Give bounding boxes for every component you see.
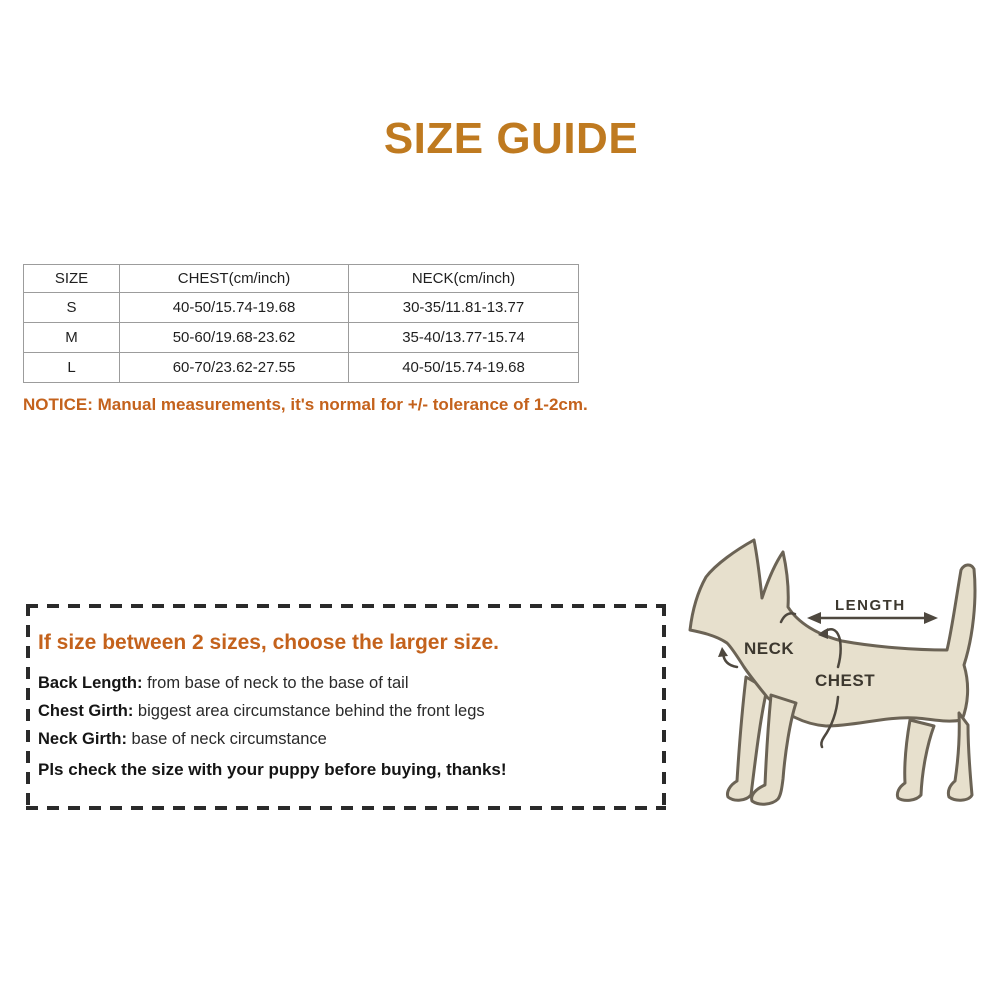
cell-neck-m: 35-40/13.77-15.74 bbox=[349, 323, 579, 353]
table-row bbox=[24, 323, 579, 353]
neck-arrowhead bbox=[718, 647, 728, 657]
dog-far-front-leg bbox=[727, 677, 767, 800]
dog-illustration bbox=[670, 515, 1000, 825]
tip-back-length-desc: from base of neck to the base of tail bbox=[142, 674, 409, 692]
tip-neck-girth-label: Neck Girth: bbox=[38, 730, 127, 748]
tip-back-length-label: Back Length: bbox=[38, 674, 143, 692]
notice-text: NOTICE: Manual measurements, it's normal for +/- tolerance of 1-2cm. bbox=[23, 395, 588, 414]
length-label: LENGTH bbox=[835, 597, 906, 614]
cell-chest-m: 50-60/19.68-23.62 bbox=[120, 323, 349, 353]
page-title: SIZE GUIDE bbox=[383, 114, 639, 163]
tip-chest-girth-desc: biggest area circumstance behind the front legs bbox=[133, 702, 485, 720]
neck-label: NECK bbox=[744, 639, 795, 658]
dog-body bbox=[690, 540, 975, 726]
tip-back-length bbox=[38, 674, 409, 693]
cell-size-s: S bbox=[24, 293, 120, 323]
tips-footer: Pls check the size with your puppy before buying, thanks! bbox=[38, 760, 507, 779]
cell-chest-s: 40-50/15.74-19.68 bbox=[120, 293, 349, 323]
tips-box bbox=[26, 604, 666, 810]
dog-rear-leg bbox=[948, 713, 972, 800]
tip-chest-girth-label: Chest Girth: bbox=[38, 702, 134, 720]
dashed-border-bottom bbox=[26, 806, 666, 810]
tip-neck-girth bbox=[38, 730, 327, 749]
tips-headline: If size between 2 sizes, choose the larger size. bbox=[38, 631, 500, 654]
length-arrowhead-right bbox=[924, 612, 938, 624]
table-header-neck: NECK(cm/inch) bbox=[349, 265, 579, 293]
dog-far-rear-leg bbox=[897, 720, 934, 800]
dashed-border-right bbox=[662, 604, 666, 810]
dog-measurement-diagram bbox=[670, 515, 1000, 825]
size-table bbox=[23, 264, 579, 383]
chest-label: CHEST bbox=[815, 671, 876, 690]
table-header-row bbox=[24, 265, 579, 293]
tip-neck-girth-desc: base of neck circumstance bbox=[126, 730, 327, 748]
table-row bbox=[24, 293, 579, 323]
length-arrowhead-left bbox=[807, 612, 821, 624]
dashed-border-left bbox=[26, 604, 30, 810]
cell-neck-s: 30-35/11.81-13.77 bbox=[349, 293, 579, 323]
cell-size-l: L bbox=[24, 353, 120, 383]
cell-chest-l: 60-70/23.62-27.55 bbox=[120, 353, 349, 383]
table-header-chest: CHEST(cm/inch) bbox=[120, 265, 349, 293]
cell-size-m: M bbox=[24, 323, 120, 353]
table-row bbox=[24, 353, 579, 383]
tip-chest-girth bbox=[38, 702, 485, 721]
dashed-border-top bbox=[26, 604, 666, 608]
cell-neck-l: 40-50/15.74-19.68 bbox=[349, 353, 579, 383]
table-header-size: SIZE bbox=[24, 265, 120, 293]
